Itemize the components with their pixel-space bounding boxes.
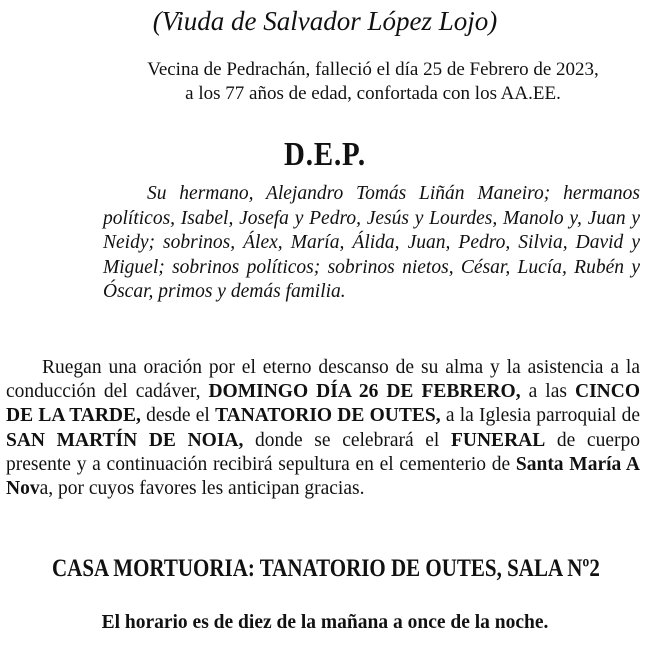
announcement-line-1: Vecina de Pedrachán, falleció el día 25 de Febrero de 2023, — [147, 59, 599, 80]
cemetery-name: Santa María A Nov — [6, 453, 640, 500]
details-text-6: de cuerpo presente y a continuación recibirá sepultura en el cementerio de — [6, 429, 640, 475]
details-text-7: a, por cuyos favores les anticipan gracias. — [39, 478, 365, 500]
details-text-3: desde el — [140, 405, 216, 427]
opening-hours: El horario es de diez de la mañana a once de la noche. — [101, 612, 549, 633]
funeral-date: DOMINGO DÍA 26 DE FEBRERO, — [208, 381, 521, 403]
casa-mortuoria-heading: CASA MORTUORIA: TANATORIO DE OUTES, SALA Nº2 — [52, 555, 600, 582]
funeral-details-paragraph — [6, 356, 640, 501]
details-text-1: Ruegan una oración por el eterno descanso de su alma y la asistencia a la conducción del cadáver, — [6, 357, 640, 403]
church-name: SAN MARTÍN DE NOIA, — [6, 429, 244, 451]
family-paragraph: Su hermano, Alejandro Tomás Liñán Maneiro; hermanos políticos, Isabel, Josefa y Pedro, Jesús y Lourdes, Manolo y, Juan y Neidy; sobrinos, Álex, María, Álida, Juan, Pedro, Silvia, David y Miguel; sobrinos políticos; sobrinos nietos, César, Lucía, Rubén y Óscar, primos y demás familia. — [103, 183, 640, 302]
death-announcement — [0, 58, 650, 106]
details-text-5: donde se celebrará el — [243, 429, 451, 451]
announcement-line-2: a los 77 años de edad, confortada con los AA.EE. — [185, 83, 561, 104]
departure-place: TANATORIO DE OUTES, — [215, 405, 441, 427]
funeral-time: CINCO DE LA TARDE, — [6, 381, 640, 427]
details-text-2: a las — [520, 381, 575, 403]
funeral-word: FUNERAL — [450, 429, 546, 451]
widow-subtitle: (Viuda de Salvador López Lojo) — [152, 6, 498, 36]
dep-heading: D.E.P. — [284, 136, 366, 173]
details-text-4: a la Iglesia parroquial de — [440, 405, 640, 427]
